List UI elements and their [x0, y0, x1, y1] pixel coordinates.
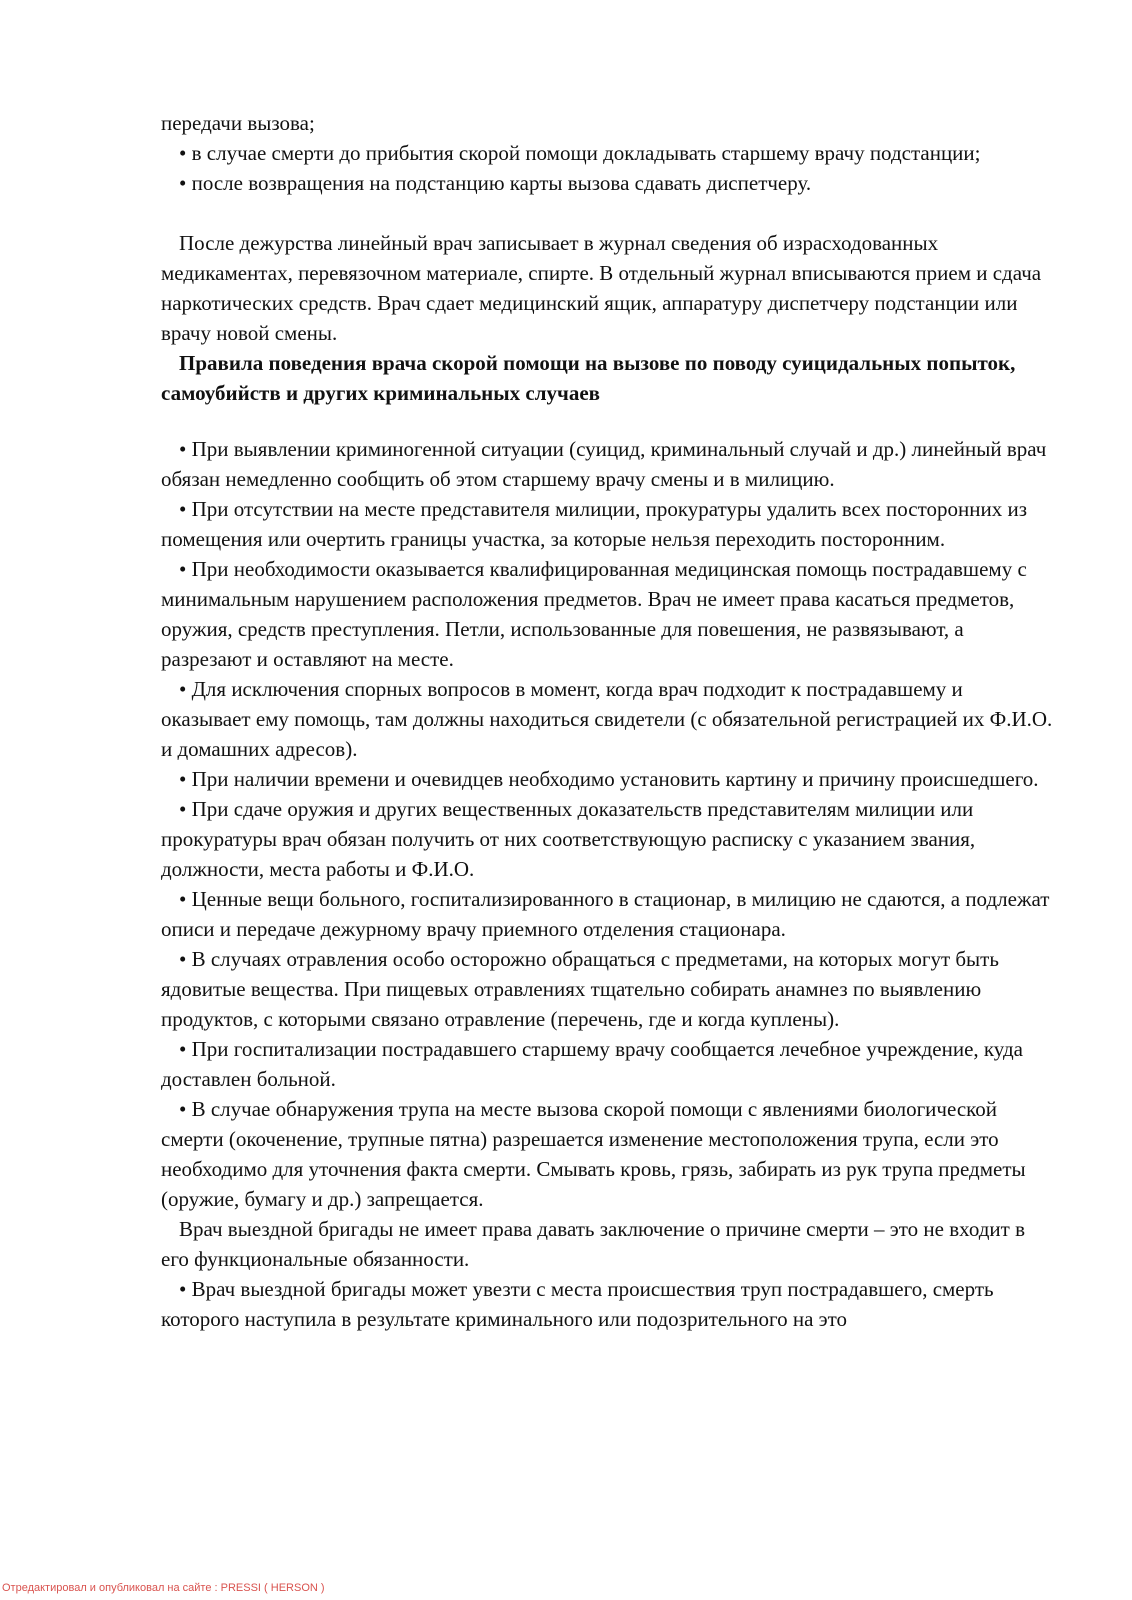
intro-bullet: • после возвращения на подстанцию карты вызова сдавать диспетчеру.	[179, 171, 812, 195]
rule-item: • При сдаче оружия и других вещественных доказательств представителям милиции или прокуратуры врач обязан получить от них соответствующую расписку с указанием звания, должности, места работы и Ф.И.О.	[161, 797, 976, 881]
rules-list	[161, 434, 1056, 1334]
rule-item: • Врач выездной бригады может увезти с места происшествия труп пострадавшего, смерть которого наступила в результате криминального или подозрительного на это	[161, 1277, 994, 1331]
publisher-credit: Отредактировал и опубликовал на сайте : PRESSI ( HERSON )	[2, 1582, 325, 1594]
intro-bullet: • в случае смерти до прибытия скорой помощи докладывать старшему врачу подстанции;	[179, 141, 981, 165]
intro-line: передачи вызова;	[161, 111, 315, 135]
rule-note: Врач выездной бригады не имеет права давать заключение о причине смерти – это не входит в его функциональные обязанности.	[161, 1217, 1025, 1271]
rule-item: • При госпитализации пострадавшего старшему врачу сообщается лечебное учреждение, куда доставлен больной.	[161, 1037, 1023, 1091]
rule-item: • При выявлении криминогенной ситуации (суицид, криминальный случай и др.) линейный врач обязан немедленно сообщить об этом старшему врачу смены и в милицию.	[161, 437, 1047, 491]
rule-item: • В случае обнаружения трупа на месте вызова скорой помощи с явлениями биологической смерти (окоченение, трупные пятна) разрешается изменение местоположения трупа, если это необходимо для уточнения факта смерти. Смывать кровь, грязь, забирать из рук трупа предметы (оружие, бумагу и др.) запрещается.	[161, 1097, 1026, 1211]
rule-item: • Для исключения спорных вопросов в момент, когда врач подходит к пострадавшему и оказывает ему помощь, там должны находиться свидетели (с обязательной регистрацией их Ф.И.О. и домашних адресов).	[161, 677, 1053, 761]
rule-item: • При наличии времени и очевидцев необходимо установить картину и причину происшедшего.	[179, 767, 1039, 791]
rule-item: • Ценные вещи больного, госпитализированного в стационар, в милицию не сдаются, а подлежат описи и передаче дежурному врачу приемного отделения стационара.	[161, 887, 1050, 941]
after-shift-paragraph: После дежурства линейный врач записывает в журнал сведения об израсходованных медикаментах, перевязочном материале, спирте. В отдельный журнал вписываются прием и сдача наркотических средств. Врач сдает медицинский ящик, аппаратуру диспетчеру подстанции или врачу новой смены.	[161, 231, 1042, 345]
section-heading: Правила поведения врача скорой помощи на вызове по поводу суицидальных попыток, самоубийств и других криминальных случаев	[161, 351, 1016, 405]
rule-item: • При отсутствии на месте представителя милиции, прокуратуры удалить всех посторонних из помещения или очертить границы участка, за которые нельзя переходить посторонним.	[161, 497, 1027, 551]
rule-item: • При необходимости оказывается квалифицированная медицинская помощь пострадавшему с минимальным нарушением расположения предметов. Врач не имеет права касаться предметов, оружия, средств преступления. Петли, использованные для повешения, не развязывают, а разрезают и оставляют на месте.	[161, 557, 1027, 671]
rule-item: • В случаях отравления особо осторожно обращаться с предметами, на которых могут быть ядовитые вещества. При пищевых отравлениях тщательно собирать анамнез по выявлению продуктов, с которыми связано отравление (перечень, где и когда куплены).	[161, 947, 999, 1031]
document-page	[161, 108, 1056, 1334]
